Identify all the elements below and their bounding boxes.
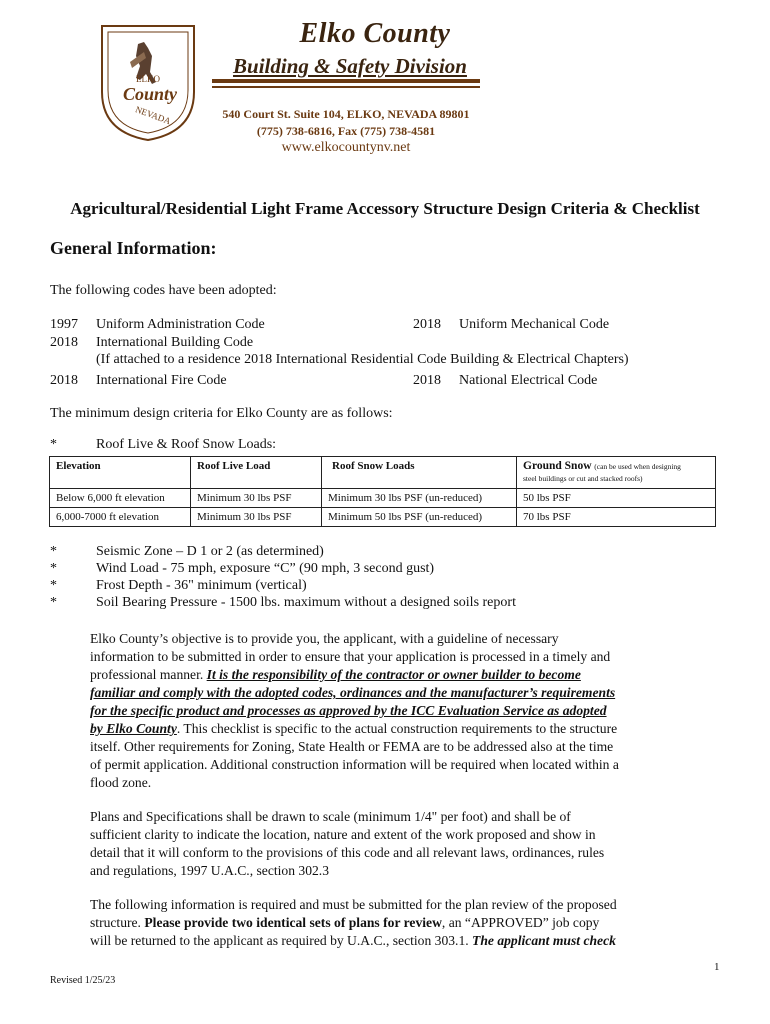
code-year: 2018 xyxy=(413,373,441,388)
required-info-paragraph: The following information is required and must be submitted for the plan review of the proposed structure. Please provide two identical sets of plans for review, an “APPROVED” job copy will be returned to the applicant as required by U.A.C., section 303.1. The applicant must check xyxy=(90,897,617,948)
code-name: Uniform Administration Code xyxy=(96,317,265,332)
general-information-heading: General Information: xyxy=(50,238,217,258)
header-rule xyxy=(212,79,480,83)
roof-loads-table xyxy=(49,456,716,527)
division-name: Building & Safety Division xyxy=(233,54,467,78)
table-cell: Minimum 30 lbs PSF (un-reduced) xyxy=(322,489,517,508)
bullet-star: * xyxy=(50,437,57,452)
table-cell: Below 6,000 ft elevation xyxy=(50,489,191,508)
table-row xyxy=(50,508,716,527)
code-row xyxy=(413,317,609,333)
svg-text:County: County xyxy=(122,84,178,104)
table-cell: 50 lbs PSF xyxy=(517,489,716,508)
objective-paragraph: Elko County’s objective is to provide you, the applicant, with a guideline of necessary information to be submitted in order to ensure that your application is processed in a timely and professional manner. It is the responsibility of the contractor or owner builder to become familiar and comply with the adopted codes, ordinances and the manufacturer’s requirements for the specific product and processes as approved by the ICC Evaluation Service as adopted by Elko County. This checklist is specific to the actual construction requirements to the structure itself. Other requirements for Zoning, State Health or FEMA are to be addressed also at the time of permit application. Additional construction information will be required when located within a flood zone. xyxy=(90,631,619,790)
svg-text:NEVADA: NEVADA xyxy=(134,104,173,127)
table-cell: 70 lbs PSF xyxy=(517,508,716,527)
document-title: Agricultural/Residential Light Frame Accessory Structure Design Criteria & Checklist xyxy=(70,199,700,218)
min-criteria-intro: The minimum design criteria for Elko County are as follows: xyxy=(50,406,393,421)
code-year: 2018 xyxy=(50,335,78,350)
codes-intro: The following codes have been adopted: xyxy=(50,283,277,298)
code-row xyxy=(50,335,253,351)
code-year: 2018 xyxy=(50,373,78,388)
code-year: 2018 xyxy=(413,317,441,332)
bullet-item: * Seismic Zone – D 1 or 2 (as determined) xyxy=(50,544,324,559)
code-row xyxy=(50,373,227,389)
code-name: National Electrical Code xyxy=(459,373,598,388)
code-note: (If attached to a residence 2018 International Residential Code Building & Electrical Chapters) xyxy=(96,352,629,367)
code-row xyxy=(413,373,597,389)
roof-loads-bullet xyxy=(50,437,276,453)
plans-paragraph: Plans and Specifications shall be drawn to scale (minimum 1/4" per foot) and shall be of sufficient clarity to indicate the location, nature and extent of the work proposed and show in detail that it will conform to the provisions of this code and all relevant laws, ordinances, rules and regulations, 1997 U.A.C., section 302.3 xyxy=(90,809,605,878)
col-header-roof-snow-loads: Roof Snow Loads xyxy=(322,457,517,489)
page-number: 1 xyxy=(714,961,720,973)
code-name: International Building Code xyxy=(96,335,254,350)
org-title: Elko County xyxy=(299,18,451,49)
table-cell: Minimum 30 lbs PSF xyxy=(191,489,322,508)
code-year: 1997 xyxy=(50,317,78,332)
bullet-text: Roof Live & Roof Snow Loads: xyxy=(96,437,277,452)
col-header-ground-snow: Ground Snow (can be used when designing steel buildings or cut and stacked roofs) xyxy=(517,457,716,489)
code-row xyxy=(50,317,265,333)
table-cell: Minimum 50 lbs PSF (un-reduced) xyxy=(322,508,517,527)
bullet-item: * Soil Bearing Pressure - 1500 lbs. maximum without a designed soils report xyxy=(50,595,516,610)
col-header-roof-live-load: Roof Live Load xyxy=(191,457,322,489)
table-row xyxy=(50,489,716,508)
bullet-item: * Wind Load - 75 mph, exposure “C” (90 mph, 3 second gust) xyxy=(50,561,435,576)
code-name: International Fire Code xyxy=(96,373,227,388)
header-rule-thin xyxy=(212,86,480,88)
address: 540 Court St. Suite 104, ELKO, NEVADA 89801 xyxy=(222,107,470,121)
code-name: Uniform Mechanical Code xyxy=(459,317,610,332)
table-header-row xyxy=(50,457,716,489)
col-header-elevation: Elevation xyxy=(50,457,191,489)
svg-text:ELKO: ELKO xyxy=(136,74,160,84)
bullet-item: * Frost Depth - 36" minimum (vertical) xyxy=(50,578,307,593)
phone-fax: (775) 738-6816, Fax (775) 738-4581 xyxy=(256,124,436,138)
revised-date: Revised 1/25/23 xyxy=(50,975,116,986)
table-cell: Minimum 30 lbs PSF xyxy=(191,508,322,527)
website-link[interactable]: www.elkocountynv.net xyxy=(281,140,411,155)
table-cell: 6,000-7000 ft elevation xyxy=(50,508,191,527)
